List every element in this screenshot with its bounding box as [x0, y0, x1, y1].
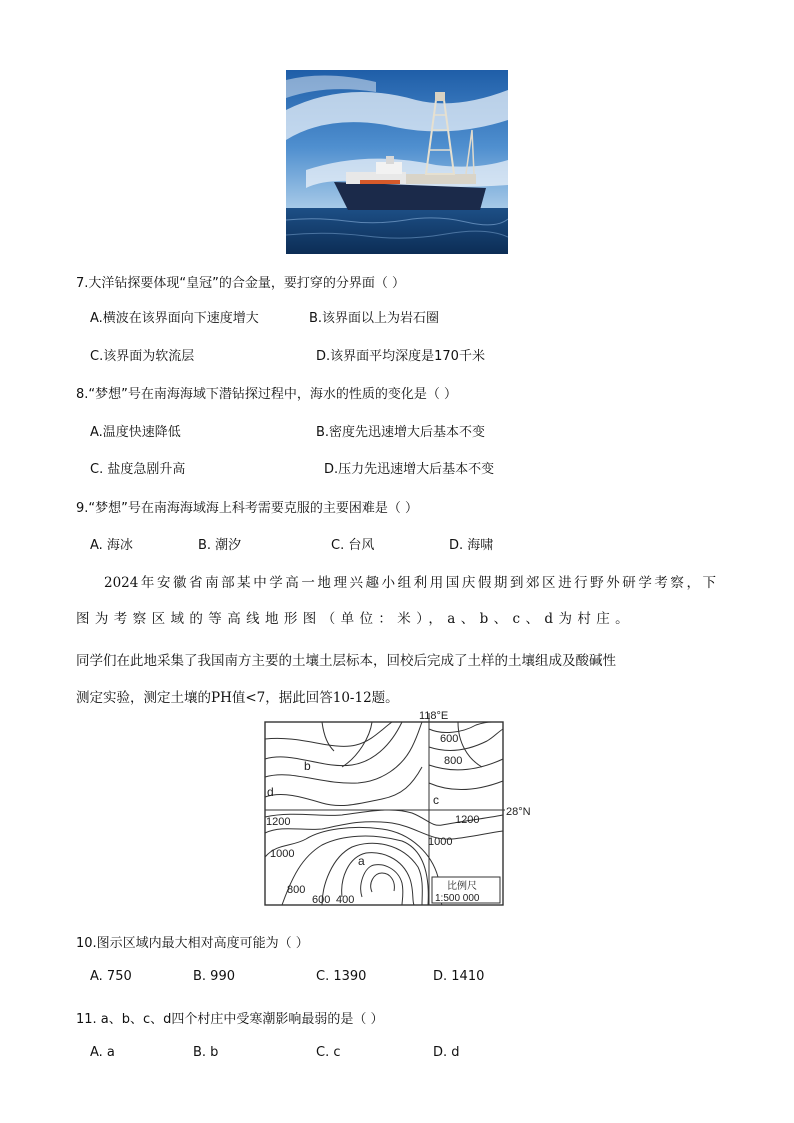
- contour-label-800-top: 800: [444, 755, 463, 767]
- latitude-label: 28°N: [506, 806, 531, 818]
- village-c-label: c: [433, 793, 439, 807]
- passage-line-2: 图为考察区域的等高线地形图（单位：米），a、b、c、d为村庄。: [76, 611, 635, 627]
- passage-line-3: 同学们在此地采集了我国南方主要的土壤土层标本，回校后完成了土样的土壤组成及酸碱性: [76, 653, 616, 669]
- q9-option-b: B. 潮汐: [198, 538, 242, 553]
- q8-option-c: C. 盐度急剧升高: [90, 462, 186, 477]
- q7-option-b: B.该界面以上为岩石圈: [309, 311, 440, 326]
- question-9-stem: 9.“梦想”号在南海海域海上科考需要克服的主要困难是（ ）: [76, 501, 419, 516]
- passage-line-4: 测定实验，测定土壤的PH值<7，据此回答10-12题。: [76, 690, 399, 706]
- q7-option-c: C.该界面为软流层: [90, 349, 195, 364]
- contour-label-1200-left: 1200: [266, 816, 291, 828]
- contour-label-1200-right: 1200: [455, 814, 480, 826]
- q9-option-a: A. 海冰: [90, 538, 133, 553]
- contour-label-400-bottom: 400: [336, 894, 355, 906]
- passage-line-1: 2024年安徽省南部某中学高一地理兴趣小组利用国庆假期到郊区进行野外研学考察，下: [104, 575, 716, 591]
- q7-option-d: D.该界面平均深度是170千米: [316, 349, 485, 364]
- village-d-label: d: [267, 785, 274, 799]
- village-a-label: a: [358, 854, 365, 868]
- q8-option-a: A.温度快速降低: [90, 425, 181, 440]
- q11-option-d: D. d: [433, 1045, 460, 1060]
- q11-option-c: C. c: [316, 1045, 341, 1060]
- q9-option-d: D. 海啸: [449, 538, 494, 553]
- question-11-stem: 11. a、b、c、d四个村庄中受寒潮影响最弱的是（ ）: [76, 1012, 384, 1027]
- contour-map: [262, 707, 542, 909]
- q10-option-c: C. 1390: [316, 969, 367, 984]
- longitude-label: 118°E: [419, 710, 449, 722]
- contour-label-800-bottom: 800: [287, 884, 306, 896]
- village-b-label: b: [304, 759, 311, 773]
- question-7-stem: 7.大洋钻探要体现“皇冠”的合金量，要打穿的分界面（ ）: [76, 276, 406, 291]
- q11-option-b: B. b: [193, 1045, 219, 1060]
- q10-option-b: B. 990: [193, 969, 235, 984]
- scale-title: 比例尺: [447, 881, 477, 892]
- q10-option-a: A. 750: [90, 969, 132, 984]
- contour-label-600-top: 600: [440, 733, 459, 745]
- q8-option-d: D.压力先迅速增大后基本不变: [324, 462, 495, 477]
- question-10-stem: 10.图示区域内最大相对高度可能为（ ）: [76, 936, 309, 951]
- contour-label-1000-left: 1000: [270, 848, 295, 860]
- contour-label-1000-right: 1000: [428, 836, 453, 848]
- contour-map-svg: [262, 707, 542, 909]
- contour-label-600-bottom: 600: [312, 894, 331, 906]
- q10-option-d: D. 1410: [433, 969, 485, 984]
- q9-option-c: C. 台风: [331, 538, 375, 553]
- q8-option-b: B.密度先迅速增大后基本不变: [316, 425, 486, 440]
- question-8-stem: 8.“梦想”号在南海海域下潜钻探过程中，海水的性质的变化是（ ）: [76, 387, 458, 402]
- scale-value: 1:500 000: [435, 893, 480, 904]
- drilling-ship-photo: [286, 70, 508, 254]
- q11-option-a: A. a: [90, 1045, 115, 1060]
- drilling-ship-illustration: [286, 70, 508, 254]
- q7-option-a: A.横波在该界面向下速度增大: [90, 311, 259, 326]
